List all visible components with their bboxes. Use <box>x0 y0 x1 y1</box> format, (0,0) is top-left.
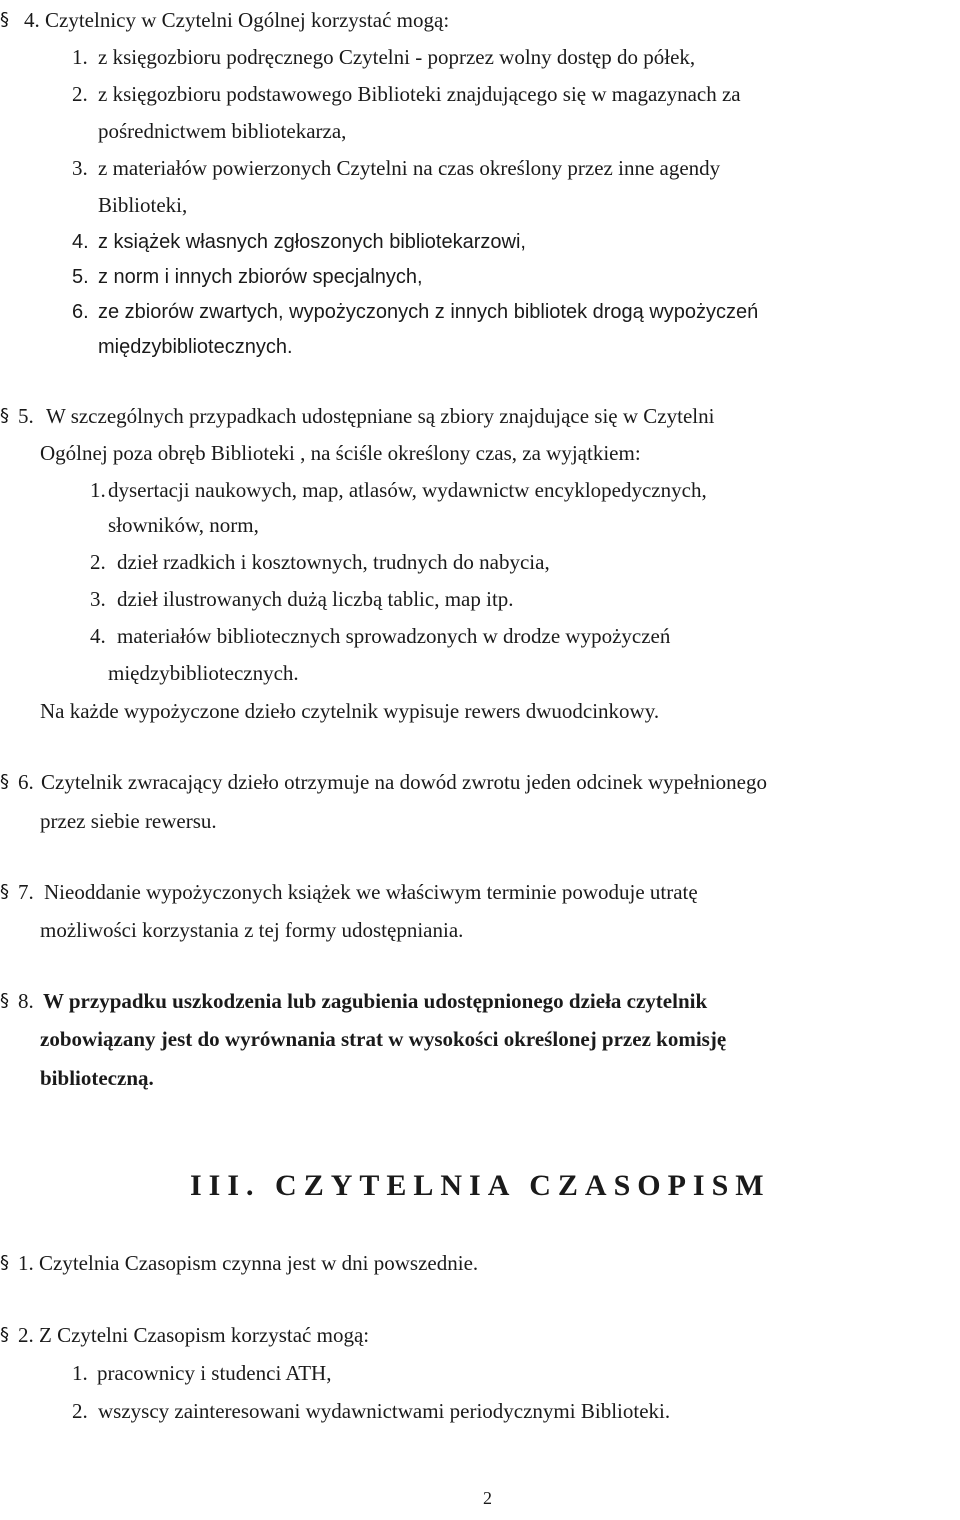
paragraph-mark: § <box>0 9 9 30</box>
section-4-heading: 4. Czytelnicy w Czytelni Ogólnej korzystać mogą: <box>24 8 450 32</box>
section-5-item-1-cont: słowników, norm, <box>108 513 259 537</box>
section-5-num: 5. <box>18 404 34 428</box>
page-number: 2 <box>483 1488 492 1508</box>
section-5-note: Na każde wypożyczone dzieło czytelnik wypisuje rewers dwuodcinkowy. <box>40 699 660 723</box>
paragraph-mark: § <box>0 771 9 792</box>
section-5-item-1-text: dysertacji naukowych, map, atlasów, wydawnictw encyklopedycznych, <box>108 478 707 502</box>
chapter-3-item-1-text: pracownicy i studenci ATH, <box>97 1361 332 1385</box>
section-4-item-1-text: z księgozbioru podręcznego Czytelni - poprzez wolny dostęp do półek, <box>98 45 696 69</box>
paragraph-mark: § <box>0 1252 9 1273</box>
section-4-item-5-num: 5. <box>72 266 89 288</box>
section-4-item-2-text: z księgozbioru podstawowego Biblioteki znajdującego się w magazynach za <box>98 82 741 106</box>
section-4-item-4-text: z książek własnych zgłoszonych bibliotekarzowi, <box>98 231 526 253</box>
section-5-item-4-num: 4. <box>90 624 106 648</box>
section-5-item-3-num: 3. <box>90 587 106 611</box>
section-8-cont-1: zobowiązany jest do wyrównania strat w wysokości określonej przez komisję <box>40 1027 727 1051</box>
section-5-text: W szczególnych przypadkach udostępniane są zbiory znajdujące się w Czytelni <box>46 404 715 428</box>
section-7-cont: możliwości korzystania z tej formy udostępniania. <box>40 918 464 942</box>
section-5-item-4-cont: międzybibliotecznych. <box>108 661 299 685</box>
paragraph-mark: § <box>0 405 9 426</box>
section-4-item-3-cont: Biblioteki, <box>98 193 188 217</box>
section-4-item-4-num: 4. <box>72 231 89 253</box>
section-5-cont: Ogólnej poza obręb Biblioteki , na ściśle określony czas, za wyjątkiem: <box>40 441 641 465</box>
section-8-text: W przypadku uszkodzenia lub zagubienia udostępnionego dzieła czytelnik <box>43 989 708 1013</box>
chapter-3-item-2-text: wszyscy zainteresowani wydawnictwami periodycznymi Biblioteki. <box>98 1399 671 1423</box>
section-8-cont-2: biblioteczną. <box>40 1066 154 1090</box>
section-8-num: 8. <box>18 989 34 1013</box>
section-4-item-6-num: 6. <box>72 301 89 323</box>
chapter-3-para-2: 2. Z Czytelni Czasopism korzystać mogą: <box>18 1323 370 1347</box>
section-4-item-3-num: 3. <box>72 156 88 180</box>
section-4-item-5-text: z norm i innych zbiorów specjalnych, <box>98 266 423 288</box>
section-4-item-6-text: ze zbiorów zwartych, wypożyczonych z innych bibliotek drogą wypożyczeń <box>98 301 759 323</box>
section-5-item-2-text: dzieł rzadkich i kosztownych, trudnych do nabycia, <box>117 550 550 574</box>
section-4-item-2-cont: pośrednictwem bibliotekarza, <box>98 119 347 143</box>
section-5-item-2-num: 2. <box>90 550 106 574</box>
paragraph-mark: § <box>0 1324 9 1345</box>
section-7-text: Nieoddanie wypożyczonych książek we właściwym terminie powoduje utratę <box>44 880 698 904</box>
chapter-3-item-2-num: 2. <box>72 1399 88 1423</box>
section-4-item-1-num: 1. <box>72 45 88 69</box>
section-5-item-1-num: 1. <box>90 478 106 502</box>
section-4-item-3-text: z materiałów powierzonych Czytelni na czas określony przez inne agendy <box>98 156 721 180</box>
section-6-cont: przez siebie rewersu. <box>40 809 217 833</box>
chapter-3-item-1-num: 1. <box>72 1361 88 1385</box>
section-6-text: Czytelnik zwracający dzieło otrzymuje na dowód zwrotu jeden odcinek wypełnionego <box>41 770 767 794</box>
section-4-item-2-num: 2. <box>72 82 88 106</box>
section-6-num: 6. <box>18 770 34 794</box>
section-4-item-6-cont: międzybibliotecznych. <box>98 336 293 358</box>
section-7-num: 7. <box>18 880 34 904</box>
chapter-3-para-1: 1. Czytelnia Czasopism czynna jest w dni powszednie. <box>18 1251 479 1275</box>
paragraph-mark: § <box>0 881 9 902</box>
paragraph-mark: § <box>0 990 9 1011</box>
section-5-item-4-text: materiałów bibliotecznych sprowadzonych w drodze wypożyczeń <box>117 624 671 648</box>
section-5-item-3-text: dzieł ilustrowanych dużą liczbą tablic, map itp. <box>117 587 514 611</box>
chapter-heading: III. CZYTELNIA CZASOPISM <box>190 1169 771 1202</box>
